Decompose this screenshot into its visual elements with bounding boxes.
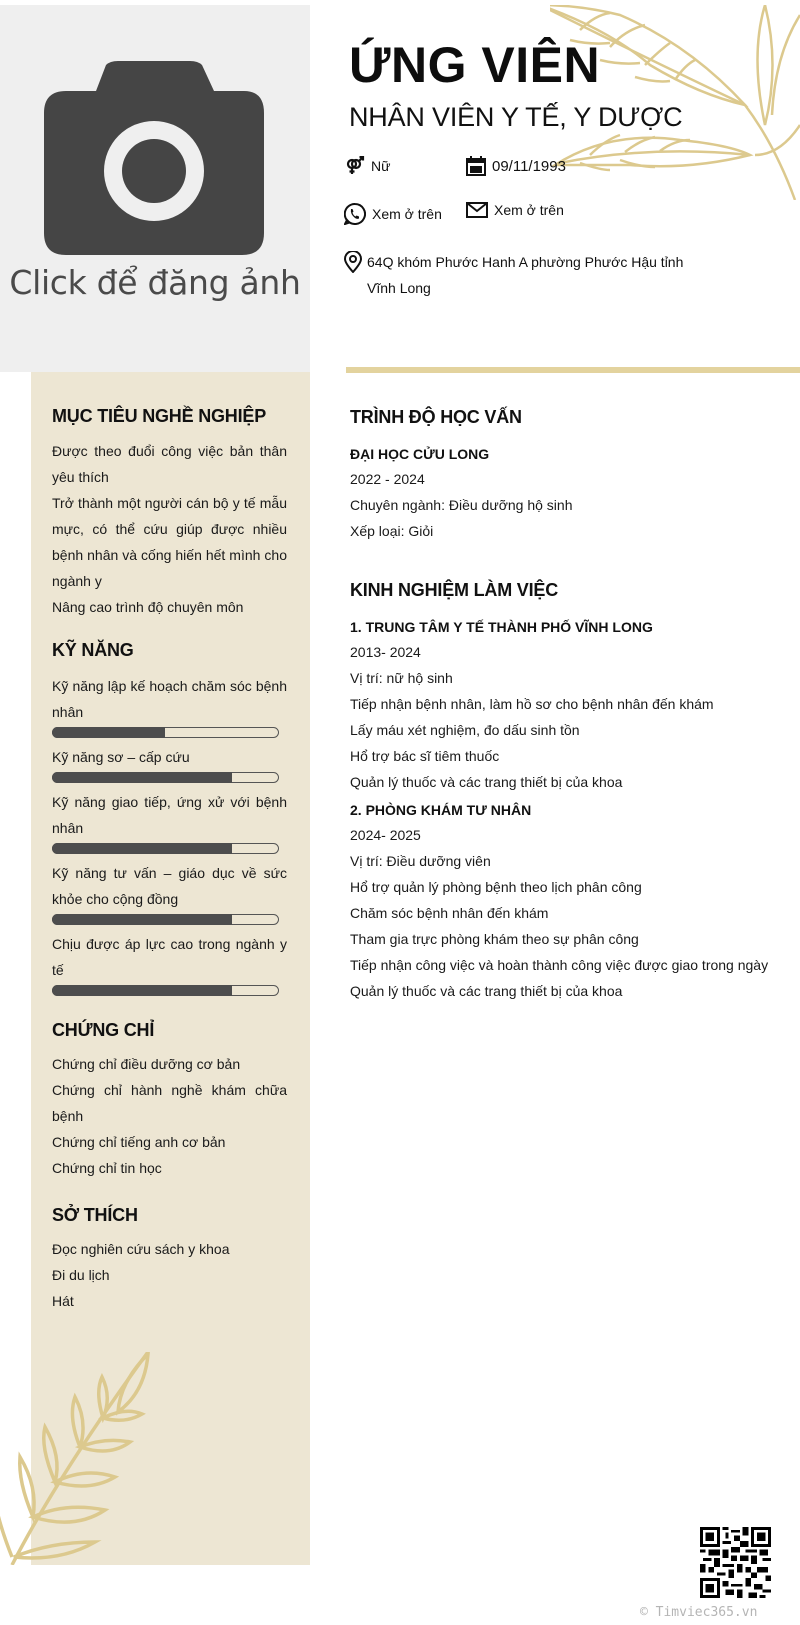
job-years: 2024- 2025 xyxy=(350,827,421,843)
job-task: Hổ trợ bác sĩ tiêm thuốc xyxy=(350,748,500,764)
certificate-item: Chứng chỉ điều dưỡng cơ bản xyxy=(52,1056,241,1072)
skill-bar xyxy=(52,727,279,738)
candidate-name: ỨNG VIÊN xyxy=(349,37,601,93)
school-name: ĐẠI HỌC CỬU LONG xyxy=(350,446,490,462)
skills-heading: KỸ NĂNG xyxy=(52,640,134,660)
hobby-item: Đi du lịch xyxy=(52,1267,110,1283)
objective-item: Nâng cao trình độ chuyên môn xyxy=(52,599,244,615)
skill-bar-fill xyxy=(52,772,232,783)
birthday-info xyxy=(466,156,566,176)
objective-heading: MỤC TIÊU NGHỀ NGHIỆP xyxy=(52,406,267,426)
objective-item: Được theo đuổi công việc bản thân yêu thích xyxy=(52,443,287,485)
address-line-1: 64Q khóm Phước Hanh A phường Phước Hậu tỉnh xyxy=(367,254,684,270)
job-position: Vị trí: nữ hộ sinh xyxy=(350,670,453,686)
phone-info[interactable] xyxy=(344,203,442,225)
skill-item xyxy=(52,860,287,925)
skill-bar-fill xyxy=(52,914,232,925)
skill-label: Kỹ năng sơ – cấp cứu xyxy=(52,749,190,765)
skill-label: Kỹ năng lập kế hoạch chăm sóc bệnh nhân xyxy=(52,678,287,720)
email-value: Xem ở trên xyxy=(494,202,564,218)
cv-header xyxy=(349,36,789,133)
calendar-icon xyxy=(466,156,486,176)
qr-code-icon xyxy=(700,1527,771,1598)
job-task: Quản lý thuốc và các trang thiết bị của khoa xyxy=(350,983,623,999)
location-pin-icon xyxy=(344,251,362,273)
gender-info xyxy=(345,156,390,176)
skill-label: Kỹ năng giao tiếp, ứng xử với bệnh nhân xyxy=(52,794,287,836)
skill-item xyxy=(52,673,287,738)
skill-bar xyxy=(52,914,279,925)
camera-icon xyxy=(44,61,264,255)
header-divider xyxy=(346,367,800,373)
education-major: Chuyên ngành: Điều dưỡng hộ sinh xyxy=(350,497,573,513)
skill-item xyxy=(52,744,287,783)
objective-item: Trở thành một người cán bộ y tế mẫu mực, có thể cứu giúp được nhiều bệnh nhân và cống hiến hết mình cho ngành y xyxy=(52,495,287,589)
address-info xyxy=(344,251,683,301)
gender-icon xyxy=(345,156,365,176)
skill-bar-fill xyxy=(52,727,165,738)
education-years: 2022 - 2024 xyxy=(350,471,425,487)
skill-bar-fill xyxy=(52,985,232,996)
fern-leaf-decoration-icon xyxy=(0,1352,190,1565)
job-task: Tiếp nhận bệnh nhân, làm hồ sơ cho bệnh nhân đến khám xyxy=(350,696,714,712)
certificate-item: Chứng chỉ tiếng anh cơ bản xyxy=(52,1134,226,1150)
skill-label: Chịu được áp lực cao trong ngành y tế xyxy=(52,936,287,978)
experience-heading: KINH NGHIỆM LÀM VIỆC xyxy=(350,580,559,600)
education-heading: TRÌNH ĐỘ HỌC VẤN xyxy=(350,407,522,427)
phone-icon xyxy=(344,203,366,225)
job-task: Lấy máu xét nghiệm, đo dấu sinh tồn xyxy=(350,722,580,738)
job-task: Tham gia trực phòng khám theo sự phân công xyxy=(350,931,639,947)
mail-icon xyxy=(466,201,488,219)
job-position: Vị trí: Điều dưỡng viên xyxy=(350,853,491,869)
job-task: Chăm sóc bệnh nhân đến khám xyxy=(350,905,549,921)
photo-upload-label: Click để đăng ảnh xyxy=(9,263,301,302)
skill-label: Kỹ năng tư vấn – giáo dục về sức khỏe cho cộng đồng xyxy=(52,865,287,907)
address-line-2: Vĩnh Long xyxy=(367,280,431,296)
sidebar xyxy=(31,372,310,1565)
skill-item xyxy=(52,789,287,854)
skill-bar xyxy=(52,772,279,783)
copyright-text: © Timviec365.vn xyxy=(640,1605,758,1620)
skill-bar xyxy=(52,985,279,996)
sidebar-content xyxy=(52,372,287,1314)
gender-value: Nữ xyxy=(371,158,391,174)
certificate-item: Chứng chỉ tin học xyxy=(52,1160,162,1176)
email-info[interactable] xyxy=(466,201,564,219)
photo-upload[interactable] xyxy=(0,5,310,372)
hobby-item: Hát xyxy=(52,1293,74,1309)
phone-value: Xem ở trên xyxy=(372,206,442,222)
main-content xyxy=(350,407,780,1010)
job-years: 2013- 2024 xyxy=(350,644,421,660)
job-entry xyxy=(350,618,780,795)
certificates-heading: CHỨNG CHỈ xyxy=(52,1020,155,1040)
certificate-item: Chứng chỉ hành nghề khám chữa bệnh xyxy=(52,1082,287,1124)
birthday-value: 09/11/1993 xyxy=(492,157,566,175)
education-grade: Xếp loại: Giỏi xyxy=(350,523,434,539)
job-org: 1. TRUNG TÂM Y TẾ THÀNH PHỐ VĨNH LONG xyxy=(350,619,653,635)
job-entry xyxy=(350,801,780,1004)
hobby-item: Đọc nghiên cứu sách y khoa xyxy=(52,1241,230,1257)
skill-item xyxy=(52,931,287,996)
job-org: 2. PHÒNG KHÁM TƯ NHÂN xyxy=(350,802,532,818)
job-task: Tiếp nhận công việc và hoàn thành công việc được giao trong ngày xyxy=(350,957,769,973)
hobbies-heading: SỞ THÍCH xyxy=(52,1205,138,1225)
skill-bar xyxy=(52,843,279,854)
job-task: Hổ trợ quản lý phòng bệnh theo lịch phân công xyxy=(350,879,642,895)
job-task: Quản lý thuốc và các trang thiết bị của khoa xyxy=(350,774,623,790)
skill-bar-fill xyxy=(52,843,232,854)
job-title: NHÂN VIÊN Y TẾ, Y DƯỢC xyxy=(349,102,683,132)
